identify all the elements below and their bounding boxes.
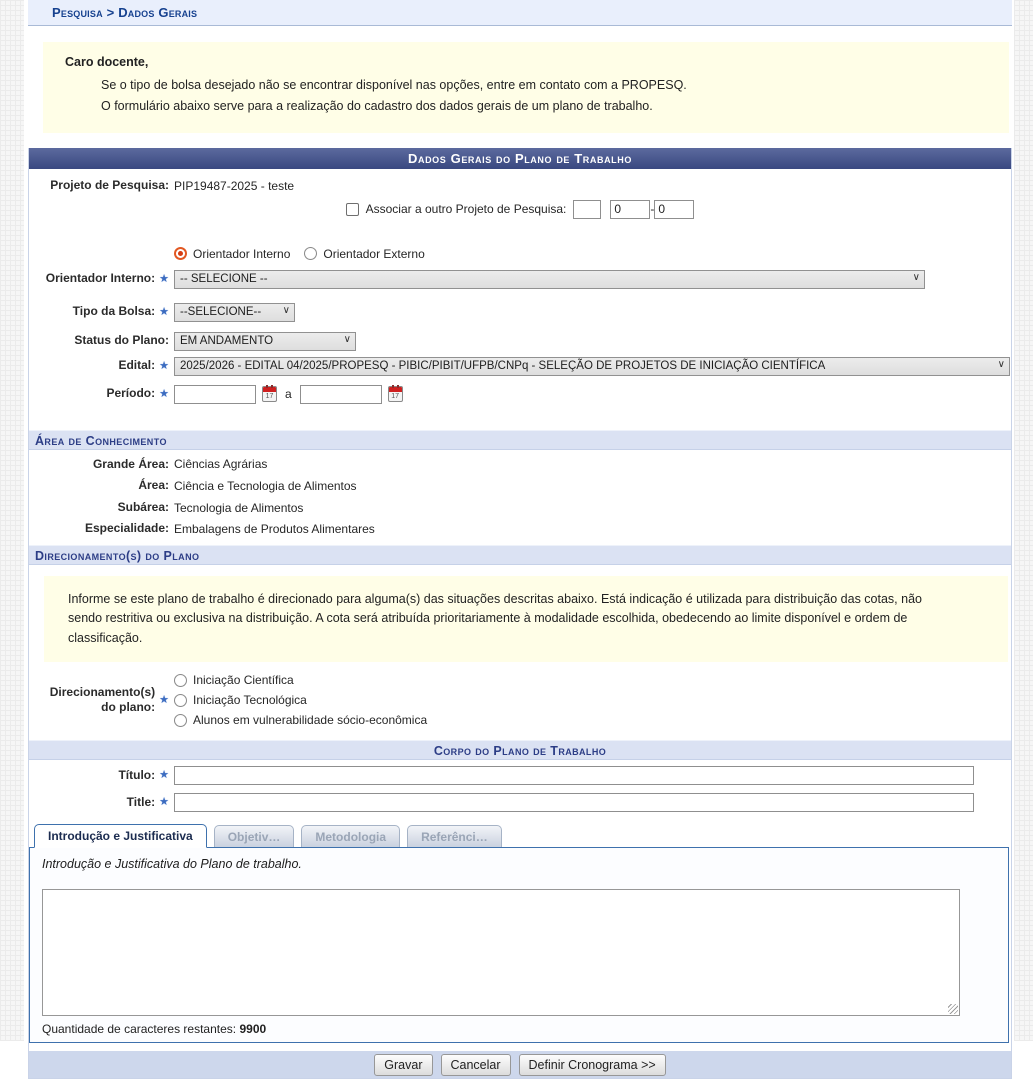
projeto-pesquisa-value: PIP19487-2025 - teste: [174, 178, 295, 193]
orientador-interno-label: Orientador Interno:: [45, 271, 156, 286]
iniciacao-cientifica-label: Iniciação Científica: [193, 673, 294, 688]
breadcrumb[interactable]: Pesquisa > Dados Gerais: [28, 0, 1012, 26]
direcionamento-info-text: Informe se este plano de trabalho é direcionado para alguma(s) das situações descritas abaixo. Está indicação é utilizada para distribuição das cotas, não sendo restritiva ou exclusiva na distribuição. A cota será atribuída prioritariamente à modalidade escolhida, obedecendo ao limite disponível e ordem de classificação.: [68, 591, 922, 645]
page-texture-left: [0, 0, 24, 1041]
required-star-icon: ★: [159, 796, 169, 809]
status-plano-row: [29, 327, 1011, 357]
especialidade-row: [29, 518, 1011, 540]
iniciacao-tecnologica-label: Iniciação Tecnológica: [193, 693, 307, 708]
especialidade-label: Especialidade:: [84, 521, 169, 536]
status-plano-select[interactable]: [174, 332, 356, 351]
associar-projeto-checkbox[interactable]: [346, 203, 359, 216]
corpo-plano-header: Corpo do Plano de Trabalho: [29, 740, 1011, 760]
grande-area-row: [29, 454, 1011, 476]
orientador-interno-radio-label: Orientador Interno: [193, 246, 291, 261]
tipo-bolsa-select[interactable]: [174, 303, 295, 322]
associar-projeto-row: [29, 199, 1011, 225]
vulnerabilidade-radio[interactable]: [174, 714, 187, 727]
associar-numero-input[interactable]: [610, 200, 650, 219]
notice-greeting: Caro docente,: [65, 55, 149, 69]
cancelar-button[interactable]: Cancelar: [441, 1054, 511, 1076]
gravar-button[interactable]: Gravar: [374, 1054, 432, 1076]
especialidade-value: Embalagens de Produtos Alimentares: [174, 522, 375, 537]
title-row: [29, 789, 1011, 816]
subarea-label: Subárea:: [117, 499, 169, 514]
status-plano-label: Status do Plano:: [74, 333, 169, 348]
chars-remaining-value: 9900: [239, 1022, 267, 1037]
periodo-row: [29, 383, 1011, 430]
direcionamento-info-box: [44, 576, 1008, 662]
calendar-icon[interactable]: 17: [388, 386, 403, 402]
orientador-interno-select-value: -- SELECIONE --: [180, 273, 268, 286]
introducao-textarea[interactable]: [42, 889, 960, 1016]
iniciacao-cientifica-radio[interactable]: [174, 674, 187, 687]
form-title: Dados Gerais do Plano de Trabalho: [29, 148, 1011, 169]
orientador-interno-select[interactable]: [174, 270, 925, 289]
form-panel: [28, 148, 1012, 1079]
resize-grip-icon[interactable]: [948, 1004, 958, 1014]
definir-cronograma-button[interactable]: Definir Cronograma >>: [519, 1054, 666, 1076]
edital-select[interactable]: [174, 357, 1010, 376]
required-star-icon: ★: [159, 387, 169, 400]
chars-remaining: [42, 1022, 996, 1036]
tab-bar: [34, 824, 1011, 847]
chevron-down-icon: ∨: [997, 358, 1005, 370]
action-bar: [29, 1051, 1011, 1078]
tab-referencias[interactable]: Referênci…: [407, 825, 502, 847]
edital-label: Edital:: [118, 358, 156, 373]
area-conhecimento-header: Área de Conhecimento: [29, 430, 1011, 450]
titulo-label: Título:: [118, 767, 156, 782]
area-value: Ciência e Tecnologia de Alimentos: [174, 478, 357, 493]
page-texture-right: [1014, 0, 1033, 1041]
orientador-tipo-row: [29, 225, 1011, 270]
title-input[interactable]: [174, 793, 974, 812]
iniciacao-tecnologica-radio[interactable]: [174, 694, 187, 707]
associar-codigo-input[interactable]: [573, 200, 601, 219]
projeto-pesquisa-row: [29, 169, 1011, 199]
direcionamento-header: Direcionamento(s) do Plano: [29, 545, 1011, 565]
orientador-externo-radio[interactable]: [304, 247, 317, 260]
orientador-interno-row: [29, 270, 1011, 298]
page-content: [28, 0, 1012, 1079]
subarea-value: Tecnologia de Alimentos: [174, 500, 304, 515]
required-star-icon: ★: [159, 305, 169, 318]
orientador-interno-radio[interactable]: [174, 247, 187, 260]
title-label: Title:: [126, 794, 156, 809]
grande-area-label: Grande Área:: [92, 456, 169, 471]
subarea-row: [29, 497, 1011, 519]
notice-box: [43, 42, 1009, 133]
orientador-externo-radio-label: Orientador Externo: [323, 246, 425, 261]
tipo-bolsa-row: [29, 298, 1011, 327]
tab-objetivos[interactable]: Objetiv…: [214, 825, 295, 847]
required-star-icon: ★: [159, 769, 169, 782]
edital-select-value: 2025/2026 - EDITAL 04/2025/PROPESQ - PIBIC/PIBIT/UFPB/CNPq - SELEÇÃO DE PROJETOS DE INICIAÇÃO CIENTÍFICA: [180, 360, 826, 373]
direcionamento-row: [29, 662, 1011, 740]
panel-caption: Introdução e Justificativa do Plano de trabalho.: [42, 857, 302, 872]
calendar-icon[interactable]: 17: [262, 386, 277, 402]
associar-projeto-label: Associar a outro Projeto de Pesquisa:: [365, 202, 567, 217]
direcionamento-label: Direcionamento(s) do plano:: [49, 684, 156, 715]
chevron-down-icon: ∨: [912, 271, 920, 283]
area-label: Área:: [138, 478, 169, 493]
titulo-input[interactable]: [174, 766, 974, 785]
required-star-icon: ★: [159, 359, 169, 372]
periodo-fim-input[interactable]: [300, 385, 382, 404]
projeto-pesquisa-label: Projeto de Pesquisa:: [50, 178, 169, 192]
chars-remaining-label: Quantidade de caracteres restantes:: [42, 1022, 237, 1037]
grande-area-value: Ciências Agrárias: [174, 457, 268, 472]
periodo-label: Período:: [106, 386, 156, 401]
chevron-down-icon: ∨: [343, 333, 351, 345]
tipo-bolsa-label: Tipo da Bolsa:: [72, 304, 156, 319]
titulo-row: [29, 760, 1011, 789]
edital-row: [29, 357, 1011, 383]
associar-ano-input[interactable]: [654, 200, 694, 219]
required-star-icon: ★: [159, 272, 169, 285]
periodo-inicio-input[interactable]: [174, 385, 256, 404]
required-star-icon: ★: [159, 693, 169, 706]
chevron-down-icon: ∨: [282, 304, 290, 316]
area-row: [29, 475, 1011, 497]
tipo-bolsa-select-value: --SELECIONE--: [180, 306, 262, 319]
vulnerabilidade-label: Alunos em vulnerabilidade sócio-econômica: [193, 713, 428, 728]
associar-separator: -: [650, 202, 655, 217]
introducao-tab-panel: [29, 847, 1009, 1043]
periodo-separator: a: [285, 387, 292, 402]
status-plano-select-value: EM ANDAMENTO: [180, 335, 274, 348]
tab-metodologia[interactable]: Metodologia: [301, 825, 400, 847]
notice-line: O formulário abaixo serve para a realização do cadastro dos dados gerais de um plano de trabalho.: [101, 99, 653, 113]
notice-line: Se o tipo de bolsa desejado não se encontrar disponível nas opções, entre em contato com a PROPESQ.: [101, 78, 687, 92]
tab-introducao-justificativa[interactable]: Introdução e Justificativa: [34, 824, 207, 848]
